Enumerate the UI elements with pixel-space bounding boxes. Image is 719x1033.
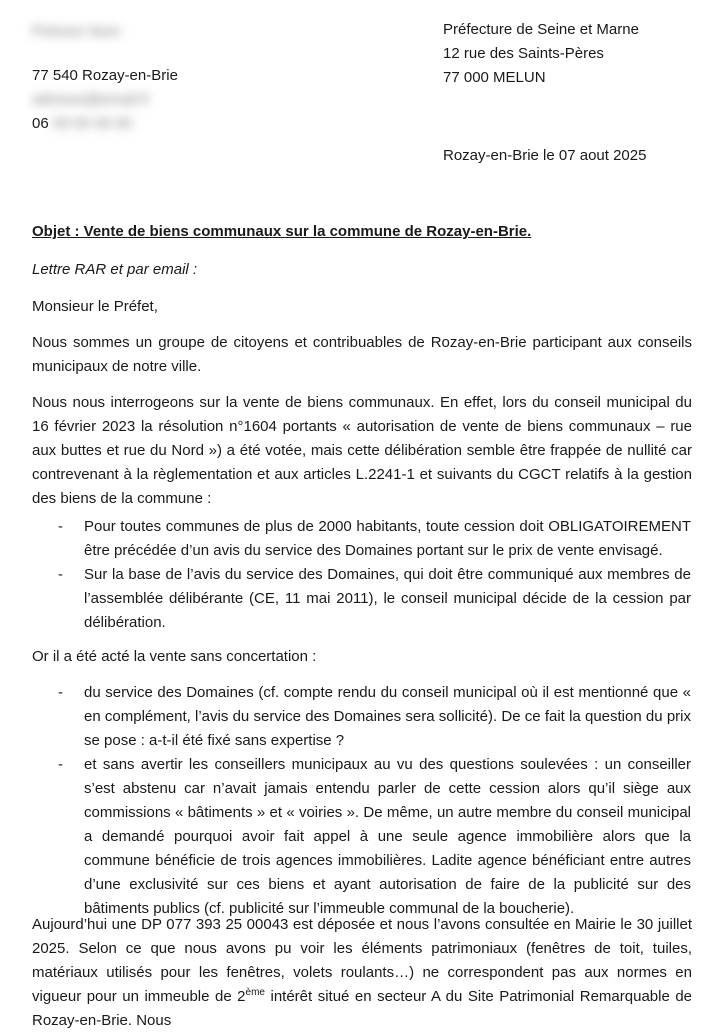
ordinal-superscript: ème [245,987,265,998]
sender-phone-redacted: 00 00 00 00 [52,115,133,132]
paragraph-declaration-end: intérêt situé en secteur A du Site Patrimonial Remarquable de Rozay-en-Brie. Nous [32,988,693,1029]
regulation-list [0,515,691,635]
list-item-text: Sur la base de l’avis du service des Domaines, qui doit être communiqué aux membres de l’assemblée délibérante (CE, 11 mai 2011), le conseil municipal décide de la cession par délibération. [84,566,691,631]
list-item [0,515,691,563]
sending-mode: Lettre RAR et par email : [32,261,198,278]
list-item [0,563,691,635]
bullet-dash: - [58,684,63,701]
paragraph-declaration [32,913,692,1033]
bullet-dash: - [58,518,63,535]
issues-list [0,681,691,921]
list-item-text: du service des Domaines (cf. compte rendu du conseil municipal où il est mentionné que « en complément, l’avis du service des Domaines sera sollicité). De ce fait la question du prix se pose : a-t-il été fixé sans expertise ? [84,684,691,749]
sender-phone [32,112,132,136]
sender-phone-prefix: 06 [32,115,49,132]
sender-city: 77 540 Rozay-en-Brie [32,67,178,84]
sender-email-redacted: adresse@email.fr [32,91,150,108]
paragraph-declaration-start: Aujourd’hui une DP 077 393 25 00043 est déposée et nous l’avons consultée en Mairie le 30 juillet 2025. Selon ce que nous avons pu voir les éléments patrimoniaux (fenêtres de toit, tuiles, matériaux utilisés pour les fenêtres, volets roulants…) ne correspondent pas aux normes en vigueur pour un immeuble de 2 [32,916,692,1005]
letter-date: Rozay-en-Brie le 07 aout 2025 [443,147,647,164]
list-item-text: et sans avertir les conseillers municipaux au vu des questions soulevées : un conseiller s’est abstenu car n’avait jamais entendu parler de cette cession alors qu’il siège aux commissions « bâtiments » et « voiries ». De même, un autre membre du conseil municipal a demandé pourquoi avoir fait appel à une seule agence immobilière alors que la commune bénéficie de trois agences immobilières. Ladite agence bénéficiant entre autres d’une exclusivité sur ces biens et ayant autorisation de faire de la publicité sur des bâtiments publics (cf. publicité sur l’immeuble communal de la boucherie). [84,756,691,917]
list-item-text: Pour toutes communes de plus de 2000 habitants, toute cession doit OBLIGATOIREMENT être précédée d’un avis du service des Domaines portant sur le prix de vente envisagé. [84,518,691,559]
paragraph-context: Nous nous interrogeons sur la vente de biens communaux. En effet, lors du conseil municipal du 16 février 2023 la résolution n°1604 portants « autorisation de vente de biens communaux – rue aux buttes et rue du Nord ») a été votée, mais cette délibération semble être frappée de nullité car contrevenant à la règlementation et aux articles L.2241-1 et suivants du CGCT relatifs à la gestion des biens de la commune : [32,394,692,507]
paragraph-no-consultation: Or il a été acté la vente sans concertation : [32,648,317,665]
recipient-line-1: Préfecture de Seine et Marne [443,21,639,38]
bullet-dash: - [58,756,63,773]
sender-name-redacted: Prénom Nom [32,23,121,40]
recipient-line-2: 12 rue des Saints-Pères [443,45,604,62]
letter-subject: Objet : Vente de biens communaux sur la commune de Rozay-en-Brie. [32,223,532,240]
recipient-line-3: 77 000 MELUN [443,69,546,86]
list-item [0,753,691,921]
paragraph-intro: Nous sommes un groupe de citoyens et contribuables de Rozay-en-Brie participant aux conseils municipaux de notre ville. [32,334,692,375]
bullet-dash: - [58,566,63,583]
salutation: Monsieur le Préfet, [32,298,158,315]
list-item [0,681,691,753]
